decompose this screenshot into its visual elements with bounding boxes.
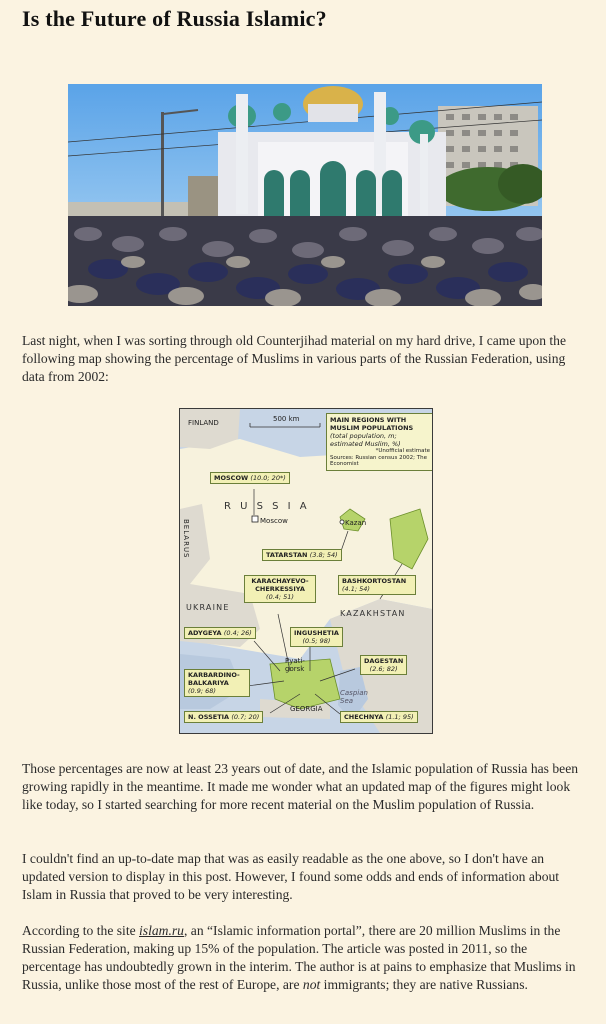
paragraph-4-lead: According to the site — [22, 923, 140, 938]
region-value: (1.1; 95) — [385, 713, 414, 721]
region-box-adygeya — [184, 627, 256, 639]
hero-photo — [68, 84, 542, 306]
scale-bar-label: 500 km — [273, 415, 300, 423]
region-box-karachayevo — [244, 575, 316, 603]
label-finland: FINLAND — [188, 419, 219, 427]
city-kazan: Kazan — [345, 519, 367, 527]
legend-sources: Sources: Russian census 2002; The Economist — [330, 454, 427, 467]
city-moscow: Moscow — [260, 517, 288, 525]
city-pyatigorsk: Pyati-gorsk — [285, 657, 305, 673]
legend-note: *Unofficial estimate — [375, 448, 430, 454]
region-value: (2.6; 82) — [369, 665, 398, 673]
region-box-bashkortostan — [338, 575, 416, 595]
region-box-tatarstan — [262, 549, 342, 561]
region-value: (10.0; 20*) — [250, 474, 286, 482]
legend-title: MAIN REGIONS WITH MUSLIM POPULATIONS — [330, 416, 414, 432]
region-name: BASHKORTOSTAN — [342, 577, 407, 585]
paragraph-4-body: , an “Islamic information portal”, there are 20 million Muslims in the Russian Federation, making up 15% of the population. The article was posted in 2011, so the percentage has undoubtedly grown in the interim. The author is at pains to emphasize that Muslims in Russia, unlike those most of the rest of Europe, are — [22, 923, 576, 992]
label-ukraine: UKRAINE — [186, 603, 230, 612]
intro-paragraph: Last night, when I was sorting through old Counterjihad material on my hard drive, I came upon the following map showing the percentage of Muslims in various parts of the Russian Federation, using data from 2002: — [22, 333, 567, 384]
region-value: (0.7; 20) — [231, 713, 260, 721]
paragraph-4-emphasis: not — [302, 977, 321, 992]
region-box-n-ossetia — [184, 711, 263, 723]
label-georgia: GEORGIA — [290, 705, 323, 713]
paragraph-4-tail: immigrants; they are native Russians. — [320, 977, 528, 992]
map-legend — [326, 413, 433, 471]
region-value: (3.8; 54) — [309, 551, 338, 559]
region-name: INGUSHETIA — [294, 629, 339, 637]
region-box-ingushetia — [290, 627, 343, 647]
region-name: KARBARDINO-BALKARIYA — [188, 671, 240, 687]
region-name: TATARSTAN — [266, 551, 308, 559]
region-value: (0.4; 51) — [266, 593, 294, 601]
region-name: ADYGEYA — [188, 629, 222, 637]
paragraph-4 — [22, 922, 588, 994]
region-box-chechnya — [340, 711, 418, 723]
legend-subtitle: (total population, m; estimated Muslim, %) — [330, 432, 401, 448]
region-name: DAGESTAN — [364, 657, 404, 665]
article-title: Is the Future of Russia Islamic? — [22, 6, 327, 31]
region-value: (0.5; 98) — [302, 637, 331, 645]
region-name: N. OSSETIA — [188, 713, 230, 721]
region-name: CHECHNYA — [344, 713, 384, 721]
islam-ru-link[interactable]: islam.ru — [139, 923, 184, 938]
region-box-dagestan — [360, 655, 407, 675]
region-box-karbardino — [184, 669, 250, 697]
label-caspian-sea: Caspian Sea — [340, 689, 368, 705]
mosque-prayer-crowd-photo — [68, 84, 542, 306]
label-russia: R U S S I A — [224, 501, 310, 512]
label-kazakhstan: KAZAKHSTAN — [340, 609, 406, 618]
label-belarus: BELARUS — [182, 519, 190, 559]
region-name: KARACHAYEVO-CHERKESSIYA — [251, 577, 309, 593]
muslim-regions-map — [179, 408, 433, 734]
region-value: (4.1; 54) — [342, 585, 370, 593]
paragraph-3: I couldn't find an up-to-date map that was as easily readable as the one above, so I don't have an updated version to display in this post. However, I found some odds and ends of information about Islam in Russia that proved to be very interesting. — [22, 851, 560, 902]
region-value: (0.4; 26) — [223, 629, 252, 637]
region-name: MOSCOW — [214, 474, 249, 482]
region-value: (0.9; 68) — [188, 687, 216, 695]
region-box-moscow — [210, 472, 290, 484]
paragraph-2: Those percentages are now at least 23 years out of date, and the Islamic population of Russia has been growing rapidly in the meantime. It made me wonder what an updated map of the figures might look like today, so I started searching for more recent material on the Muslim population of Russia. — [22, 761, 579, 812]
